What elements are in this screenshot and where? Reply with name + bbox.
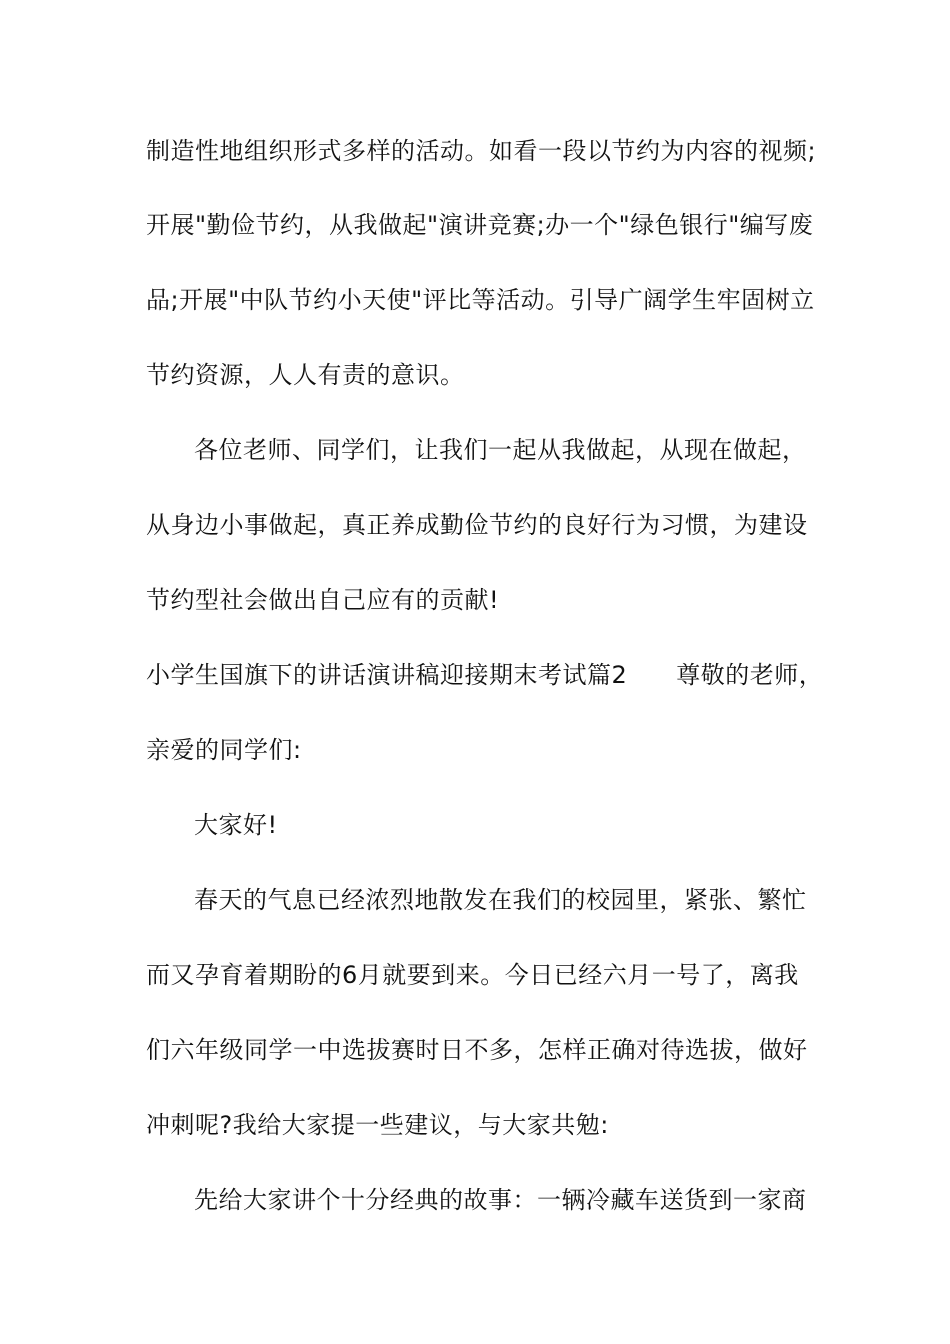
text-line: 各位老师、同学们，让我们一起从我做起，从现在做起，	[194, 436, 807, 464]
text-line: 亲爱的同学们:	[146, 736, 302, 764]
text-line: 们六年级同学一中选拔赛时日不多，怎样正确对待选拔，做好	[146, 1036, 808, 1064]
text-line: 从身边小事做起，真正养成勤俭节约的良好行为习惯，为建设	[146, 511, 808, 539]
text-line: 品;开展"中队节约小天使"评比等活动。引导广阔学生牢固树立	[146, 286, 815, 314]
text-line: 节约型社会做出自己应有的贡献!	[146, 586, 500, 614]
text-line: 开展"勤俭节约，从我做起"演讲竞赛;办一个"绿色银行"编写废	[146, 211, 814, 239]
text-line: 春天的气息已经浓烈地散发在我们的校园里，紧张、繁忙	[194, 886, 807, 914]
text-line: 大家好!	[194, 811, 278, 839]
section-heading-line: 小学生国旗下的讲话演讲稿迎接期末考试篇2 尊敬的老师，	[146, 661, 824, 689]
text-line: 冲刺呢?我给大家提一些建议，与大家共勉:	[146, 1111, 609, 1139]
text-line: 先给大家讲个十分经典的故事：一辆冷藏车送货到一家商	[194, 1186, 807, 1214]
text-line: 节约资源，人人有责的意识。	[146, 361, 465, 389]
text-line: 而又孕育着期盼的6月就要到来。今日已经六月一号了，离我	[146, 961, 799, 989]
text-line: 制造性地组织形式多样的活动。如看一段以节约为内容的视频;	[146, 137, 817, 165]
